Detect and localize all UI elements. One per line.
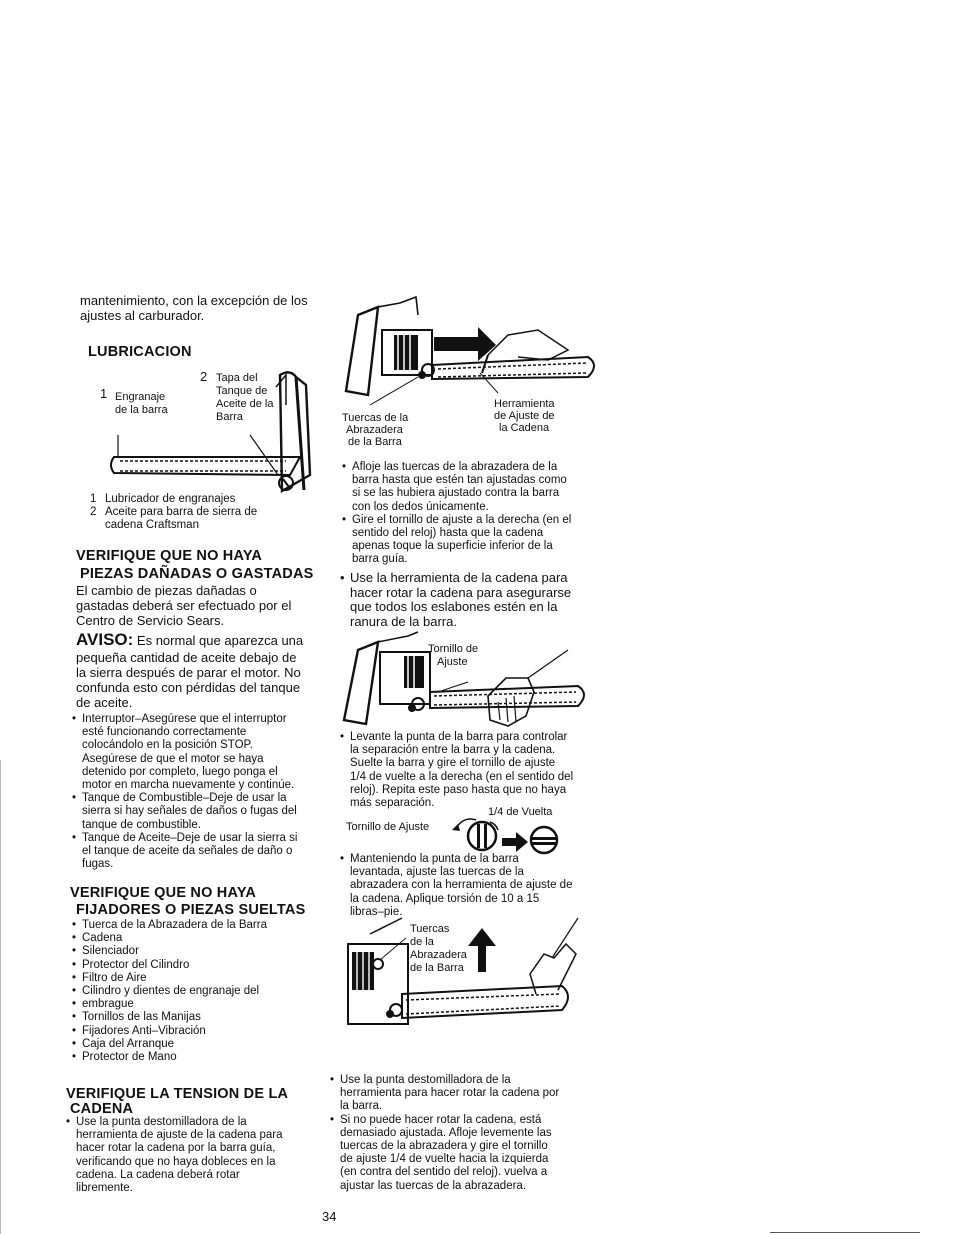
legend-text-2b: cadena Craftsman [105, 519, 199, 531]
right-bullet-4 [338, 853, 572, 919]
damaged-body-2: gastadas deberá ser efectuado por el [76, 598, 292, 613]
fig1-label-a1: Tuercas de la [342, 412, 409, 424]
list-item-continuation: • embrague [70, 998, 267, 1011]
fig-num-1: 1 [100, 386, 108, 401]
legend-text-1: Lubricador de engranajes [105, 493, 236, 505]
right-bullet-3 [338, 731, 573, 810]
tension-heading-1: VERIFIQUE LA TENSION DE LA [66, 1086, 289, 1102]
fig-label-2b: Tanque de [216, 385, 268, 397]
fig-label-2d: Barra [216, 411, 243, 423]
list-item: • Use la punta destomilladora de la herramienta de ajuste de la cadena para hacer rotar la cadena por la barra guía, verificando que no haya dobleces en la cadena. La cadena deberá rotar libremente. [64, 1116, 283, 1195]
fig1-label-b3: la Cadena [499, 422, 550, 434]
list-item: • Si no puede hacer rotar la cadena, está demasiado ajustada. Afloje levemente las tuercas de la abrazadera y gire el tornillo de ajuste 1/4 de vuelte hacia la izquierda (en contra del sentido del reloj). vuelva a ajustar las tuercas de la abrazadera. [328, 1114, 559, 1193]
tension-bullets [64, 1116, 283, 1195]
legend-num-1: 1 [90, 493, 97, 505]
aviso-label: AVISO: [76, 630, 134, 649]
fig1-label-a3: de la Barra [348, 436, 402, 448]
fig1-label-a2: Abrazadera [346, 424, 403, 436]
list-item: • Cilindro y dientes de engranaje del [70, 985, 267, 998]
list-item: • Fijadores Anti–Vibración [70, 1025, 267, 1038]
list-item: • Protector de Mano [70, 1051, 267, 1064]
aviso-line-2: pequeña cantidad de aceite debajo de [76, 650, 297, 665]
list-item: • Manteniendo la punta de la barra levantada, ajuste las tuercas de la abrazadera con la herramienta de ajuste de la cadena. Aplique torsión de 10 a 15 libras–pie. [338, 853, 572, 919]
fig2-label-2: Ajuste [437, 656, 468, 668]
page-number: 34 [322, 1209, 337, 1224]
list-item: • Filtro de Aire [70, 972, 267, 985]
list-item: • Tanque de Combustible–Deje de usar la sierra si hay señales de daños o fugas del tanque de combustible. [70, 792, 297, 832]
list-item: • Cadena [70, 932, 267, 945]
loose-heading-1: VERIFIQUE QUE NO HAYA [70, 885, 257, 901]
intro-line-1: mantenimiento, con la excepción de los [80, 293, 308, 308]
fig-label-2a: Tapa del [216, 372, 258, 384]
aviso-line-1 [76, 632, 303, 648]
tension-heading-2: CADENA [70, 1101, 134, 1117]
loosen-nuts-illustration [338, 295, 603, 410]
bar-lubrication-illustration [100, 365, 330, 505]
damaged-body-1: El cambio de piezas dañadas o [76, 583, 257, 598]
aviso-line-4: confunda esto con pérdidas del tanque [76, 680, 301, 695]
fig3-label-3: Abrazadera [410, 949, 467, 961]
list-item: • Tanque de Aceite–Deje de usar la sierra si el tanque de aceite da señales de daño o fugas. [70, 832, 297, 872]
intro-line-2: ajustes al carburador. [80, 308, 205, 323]
quarter-turn-label: 1/4 de Vuelta [488, 806, 553, 818]
right-bullet-2 [338, 571, 571, 629]
tighten-nuts-illustration [340, 914, 585, 1034]
fig1-label-b1: Herramienta [494, 398, 555, 410]
list-item: • Use la herramienta de la cadena para hacer rotar la cadena para asegurarse que todos los eslabones estén en la ranura de la barra. [338, 571, 571, 629]
list-item: • Afloje las tuercas de la abrazadera de la barra hasta que estén tan ajustadas como si se las hubiera ajustado contra la barra con los dedos únicamente. [340, 461, 571, 514]
aviso-line-5: de aceite. [76, 695, 133, 710]
lubrication-heading: LUBRICACION [88, 344, 192, 360]
right-bullets-1 [340, 461, 571, 567]
list-item: • Levante la punta de la barra para controlar la separación entre la barra y la cadena. Suelte la barra y gire el tornillo de ajuste 1/4 de vuelte a la derecha (en el sentido del reloj). Repita este paso hasta que no haya más separación. [338, 731, 573, 810]
damaged-heading-1: VERIFIQUE QUE NO HAYA [76, 548, 263, 564]
list-item: • Caja del Arranque [70, 1038, 267, 1051]
damaged-body-3: Centro de Servicio Sears. [76, 613, 225, 628]
list-item: • Gire el tornillo de ajuste a la derecha (en el sentido del reloj) hasta que la cadena apenas toque la superficie inferior de la barra guía. [340, 514, 571, 567]
list-item: • Use la punta destomilladora de la herramienta para hacer rotar la cadena por la barra. [328, 1074, 559, 1114]
loose-items [70, 919, 267, 1064]
aviso-first: Es normal que aparezca una [133, 633, 304, 648]
list-item: • Tornillos de las Manijas [70, 1011, 267, 1024]
fig-num-2: 2 [200, 369, 208, 384]
fig3-label-2: de la [410, 936, 434, 948]
legend-num-2: 2 [90, 506, 97, 518]
damaged-heading-2: PIEZAS DAÑADAS O GASTADAS [80, 566, 314, 582]
list-item: • Silenciador [70, 945, 267, 958]
aviso-line-3: la sierra después de parar el motor. No [76, 665, 301, 680]
adjust-screw-label: Tornillo de Ajuste [346, 821, 430, 833]
fig-label-1b: de la barra [115, 404, 168, 416]
legend-text-2a: Aceite para barra de sierra de [105, 506, 258, 518]
damaged-bullets [70, 713, 297, 871]
list-item: • Interruptor–Asegúrese que el interruptor esté funcionando correctamente colocándolo en la posición STOP. Asegúrese de que el motor se haya detenido por completo, luego ponga el motor en marcha nuevamente y continúe. [70, 713, 297, 792]
right-bullets-5 [328, 1074, 559, 1193]
quarter-turn-icon [450, 814, 565, 854]
fig3-label-4: de la Barra [410, 962, 464, 974]
list-item: • Protector del Cilindro [70, 959, 267, 972]
loose-heading-2: FIJADORES O PIEZAS SUELTAS [76, 902, 306, 918]
scan-edge-line [0, 760, 1, 1234]
fig1-label-b2: de Ajuste de [494, 410, 555, 422]
fig2-label-1: Tornillo de [428, 643, 479, 655]
fig-label-1a: Engranaje [115, 391, 166, 403]
list-item: • Tuerca de la Abrazadera de la Barra [70, 919, 267, 932]
fig3-label-1: Tuercas [410, 923, 450, 935]
footer-rule [770, 1232, 920, 1233]
fig-label-2c: Aceite de la [216, 398, 274, 410]
